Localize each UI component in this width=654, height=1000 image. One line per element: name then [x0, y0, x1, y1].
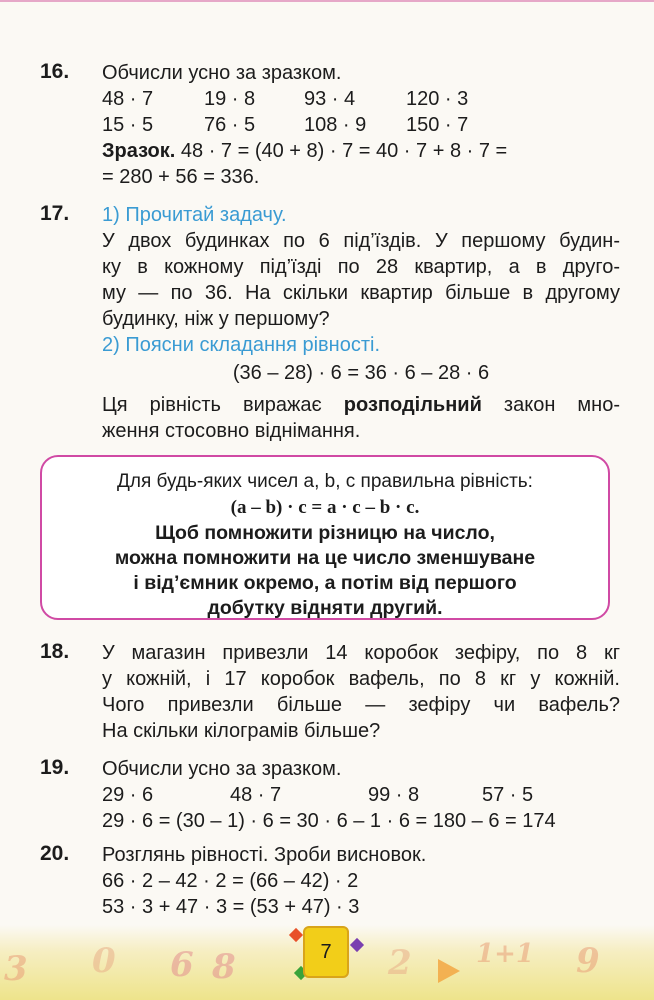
exercise-number: 16.: [40, 60, 70, 83]
problem-line: На скільки кілограмів більше?: [102, 720, 381, 742]
problem-line: Чого привезли більше — зефіру чи вафель?: [102, 694, 620, 716]
equation: (36 – 28) · 6 = 36 · 6 – 28 · 6: [232, 362, 490, 384]
rule-text: добутку відняти другий.: [207, 597, 443, 619]
expression-row: [102, 782, 620, 808]
exercise-number: 20.: [40, 842, 70, 865]
exercise-number: 19.: [40, 756, 70, 779]
conclusion-bold: розподільний: [343, 394, 482, 416]
exercise-number: 18.: [40, 640, 70, 663]
conclusion-text: закон мно-: [481, 394, 620, 416]
exercise-18: [40, 640, 620, 744]
exercise-19: [40, 756, 620, 834]
rule-text: можна помножити на це число зменшуване: [114, 547, 536, 569]
expression: 19 · 8: [204, 88, 256, 110]
sample-line: 29 · 6 = (30 – 1) · 6 = 30 · 6 – 1 · 6 = 180 – 6 = 174: [102, 810, 556, 832]
expression: 93 · 4: [304, 88, 356, 110]
rule-box: [40, 455, 610, 620]
expression: 120 · 3: [406, 88, 469, 110]
exercise-16: [40, 60, 620, 190]
expression: 48 · 7: [102, 88, 154, 110]
rule-formula: (a – b) · c = a · c – b · c.: [230, 497, 420, 518]
page-number: 7: [303, 926, 349, 978]
exercise-title: Обчисли усно за зразком.: [102, 758, 342, 780]
decorative-digit: 9: [576, 941, 600, 981]
equation: 53 · 3 + 47 · 3 = (53 + 47) · 3: [102, 896, 360, 918]
exercise-20: [40, 842, 620, 920]
expression: 15 · 5: [102, 114, 154, 136]
conclusion-text: Ця рівність виражає: [102, 394, 344, 416]
task-instruction: 1) Прочитай задачу.: [102, 204, 287, 226]
exercise-title: Розглянь рівності. Зроби висновок.: [102, 844, 427, 866]
expression: 150 · 7: [406, 114, 469, 136]
exercise-17: [40, 202, 620, 444]
expression: 29 · 6: [102, 784, 154, 806]
exercise-number: 17.: [40, 202, 70, 225]
problem-line: У магазин привезли 14 коробок зефіру, по 8 кг: [102, 642, 620, 664]
conclusion-line: ження стосовно віднімання.: [102, 420, 361, 442]
sample-label: Зразок.: [102, 140, 176, 162]
decorative-digit: 6: [170, 945, 194, 985]
triangle-icon: [436, 957, 462, 985]
expression: 108 · 9: [304, 114, 367, 136]
exercise-title: Обчисли усно за зразком.: [102, 62, 342, 84]
task-instruction: 2) Поясни складання рівності.: [102, 334, 380, 356]
rule-intro: Для будь-яких чисел a, b, c правильна рівність:: [117, 471, 533, 492]
decorative-digit: 3: [4, 949, 28, 989]
rule-text: Щоб помножити різницю на число,: [155, 522, 495, 544]
expression: 48 · 7: [230, 784, 282, 806]
expression-row: [102, 86, 620, 112]
rule-text: і від’ємник окремо, а потім від першого: [133, 572, 517, 594]
sample-line: = 280 + 56 = 336.: [102, 166, 260, 188]
expression: 57 · 5: [482, 784, 534, 806]
expression-row: [102, 112, 620, 138]
sample-text: 48 · 7 = (40 + 8) · 7 = 40 · 7 + 8 · 7 =: [175, 140, 508, 162]
problem-line: У двох будинках по 6 під’їздів. У першому будин-: [102, 230, 620, 252]
problem-line: му — по 36. На скільки квартир більше в другому: [102, 282, 620, 304]
problem-line: у кожній, і 17 коробок вафель, по 8 кг у кожній.: [102, 668, 620, 690]
decorative-digit: 1+1: [476, 939, 534, 969]
decorative-digit: 0: [92, 941, 116, 981]
decorative-digit: 2: [388, 943, 412, 983]
decorative-digit: 8: [212, 947, 236, 987]
sample-line: [102, 138, 620, 164]
expression: 76 · 5: [204, 114, 256, 136]
problem-line: будинку, ніж у першому?: [102, 308, 330, 330]
expression: 99 · 8: [368, 784, 420, 806]
top-border: [0, 0, 654, 2]
conclusion-line: [102, 392, 620, 418]
equation: 66 · 2 – 42 · 2 = (66 – 42) · 2: [102, 870, 359, 892]
problem-line: ку в кожному під’їзді по 28 квартир, а в друго-: [102, 256, 620, 278]
